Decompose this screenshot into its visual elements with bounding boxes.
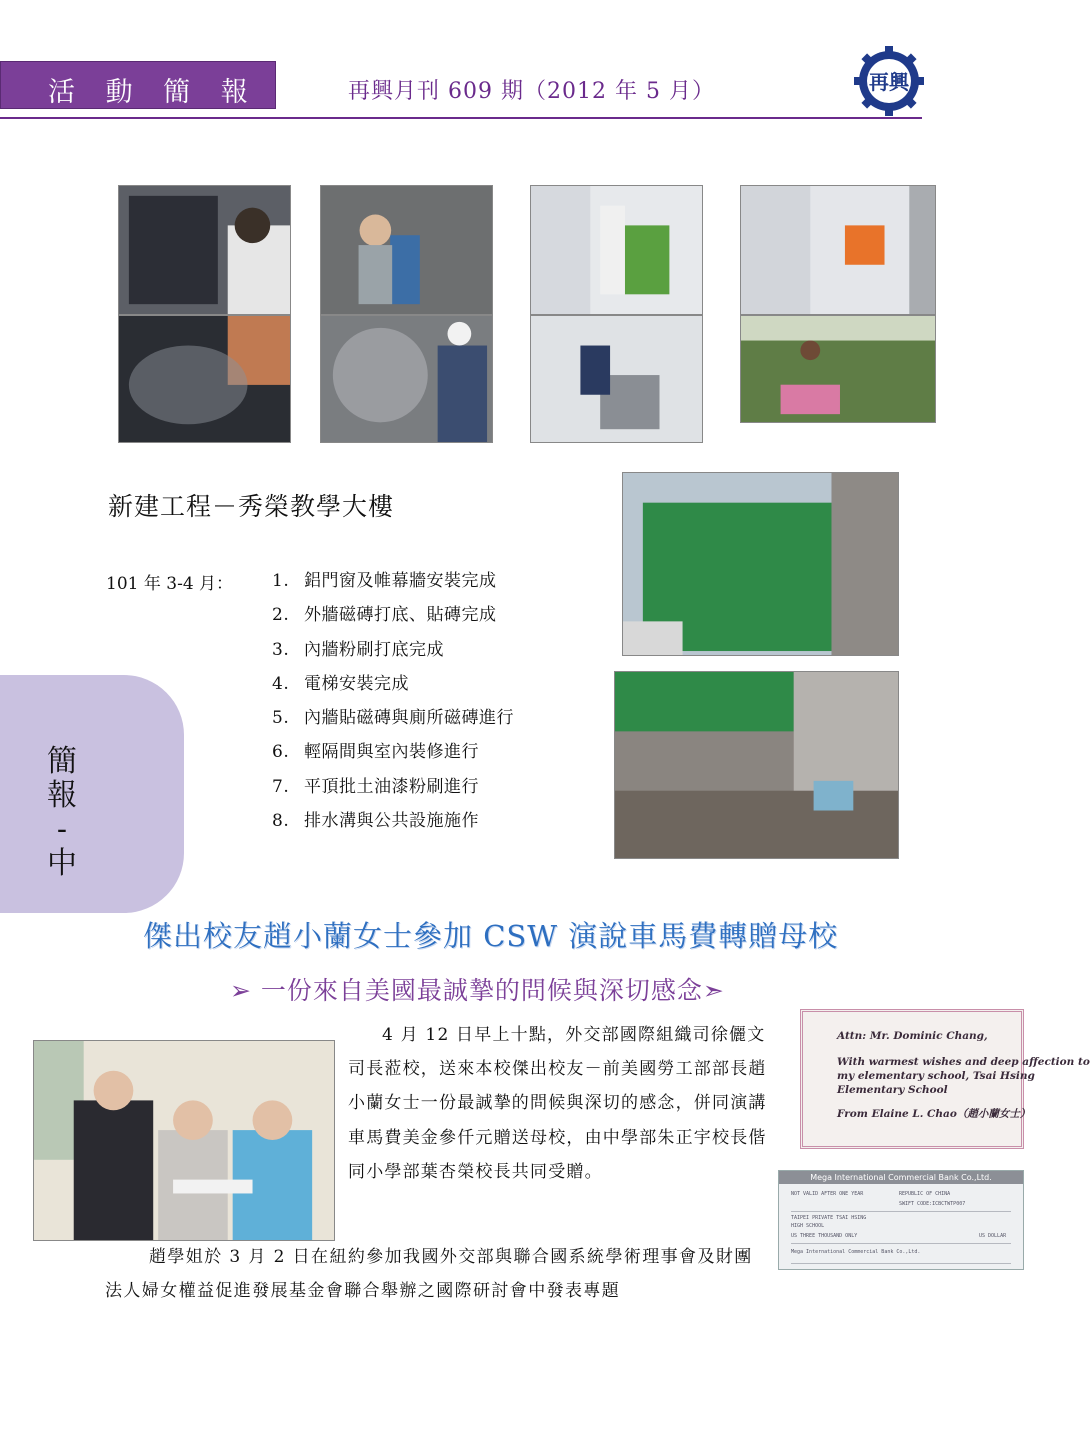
photo-building-scaffolding	[622, 472, 899, 656]
list-item: 3. 內牆粉刷打底完成	[272, 639, 444, 660]
list-item: 1. 鋁門窗及帷幕牆安裝完成	[272, 571, 497, 591]
card-line: my elementary school, Tsai Hsing	[837, 1070, 1035, 1082]
side-tab-label: 簡 報 - 中	[47, 744, 77, 881]
handwritten-note-card	[800, 1009, 1090, 1149]
card-line: Elementary School	[837, 1084, 948, 1096]
photo-electrical-panel	[118, 185, 291, 315]
article-subtitle: ➢ 一份來自美國最誠摯的問候與深切感念➣	[230, 976, 725, 1005]
list-item: 5. 內牆貼磁磚與廁所磁磚進行	[272, 708, 514, 729]
photo-water-pipes	[118, 315, 291, 443]
header-divider	[0, 117, 922, 119]
card-line: Attn: Mr. Dominic Chang,	[837, 1030, 988, 1042]
photo-greenhouse-plants	[740, 315, 936, 423]
list-item: 4. 電梯安裝完成	[272, 673, 409, 694]
work-period: 101 年 3-4 月：	[106, 574, 234, 594]
photo-worker-cutting	[740, 185, 936, 315]
article-body: 4 月 12 日早上十點，外交部國際組織司徐儷文司長蒞校，送來本校傑出校友－前美國勞工部部長趙小蘭女士一份最誠摯的問候與深切的感念，併同演講車馬費美金參仟元贈送母校，由中學部朱正宇校長偕同小學部葉杏榮校長共同受贈。	[348, 1025, 767, 1182]
bank-check: Mega International Commercial Bank Co.,Ltd. NOT VALID AFTER ONE YEAR REPUBLIC OF CHINA SWIFT CODE:ICBCTWTP007 TAIPEI PRIVATE TSAI HSING HIGH SCHOOL US THREE THOUSAND ONLY US DOLLAR Mega International Commercial Bank Co.,Ltd.	[778, 1170, 1024, 1270]
card-line: With warmest wishes and deep affection to	[837, 1056, 1090, 1068]
school-logo	[853, 45, 925, 117]
photo-boiler-inspection	[320, 315, 493, 443]
photo-tiled-hallway	[530, 185, 703, 315]
progress-list	[272, 566, 514, 840]
photo-ac-installation	[530, 315, 703, 443]
article-body-continued: 趙學姐於 3 月 2 日在紐約參加我國外交部與聯合國系統學術理事會及財團法人婦女權益促進發展基金會聯合舉辦之國際研討會中發表專題	[105, 1247, 753, 1301]
list-item: 6. 輕隔間與室內裝修進行	[272, 742, 479, 763]
logo-text: 再興	[869, 70, 909, 94]
side-tab	[0, 675, 184, 913]
section-title: 新建工程－秀榮教學大樓	[108, 492, 395, 521]
check-bank-name: Mega International Commercial Bank Co.,Ltd.	[779, 1171, 1023, 1184]
list-item: 2. 外牆磁磚打底、貼磚完成	[272, 605, 497, 626]
list-item: 8. 排水溝與公共設施施作	[272, 811, 479, 832]
photo-construction-site	[614, 671, 899, 859]
card-line: From Elaine L. Chao（趙小蘭女士）	[837, 1108, 1031, 1120]
article-title: 傑出校友趙小蘭女士參加 CSW 演說車馬費轉贈母校	[143, 919, 839, 953]
list-item: 7. 平頂批土油漆粉刷進行	[272, 776, 479, 797]
section-tag: 活 動 簡 報	[48, 77, 259, 108]
issue-title: 再興月刊 609 期（2012 年 5 月）	[348, 79, 715, 104]
photo-donation-ceremony	[33, 1040, 335, 1241]
photo-gas-tank	[320, 185, 493, 315]
